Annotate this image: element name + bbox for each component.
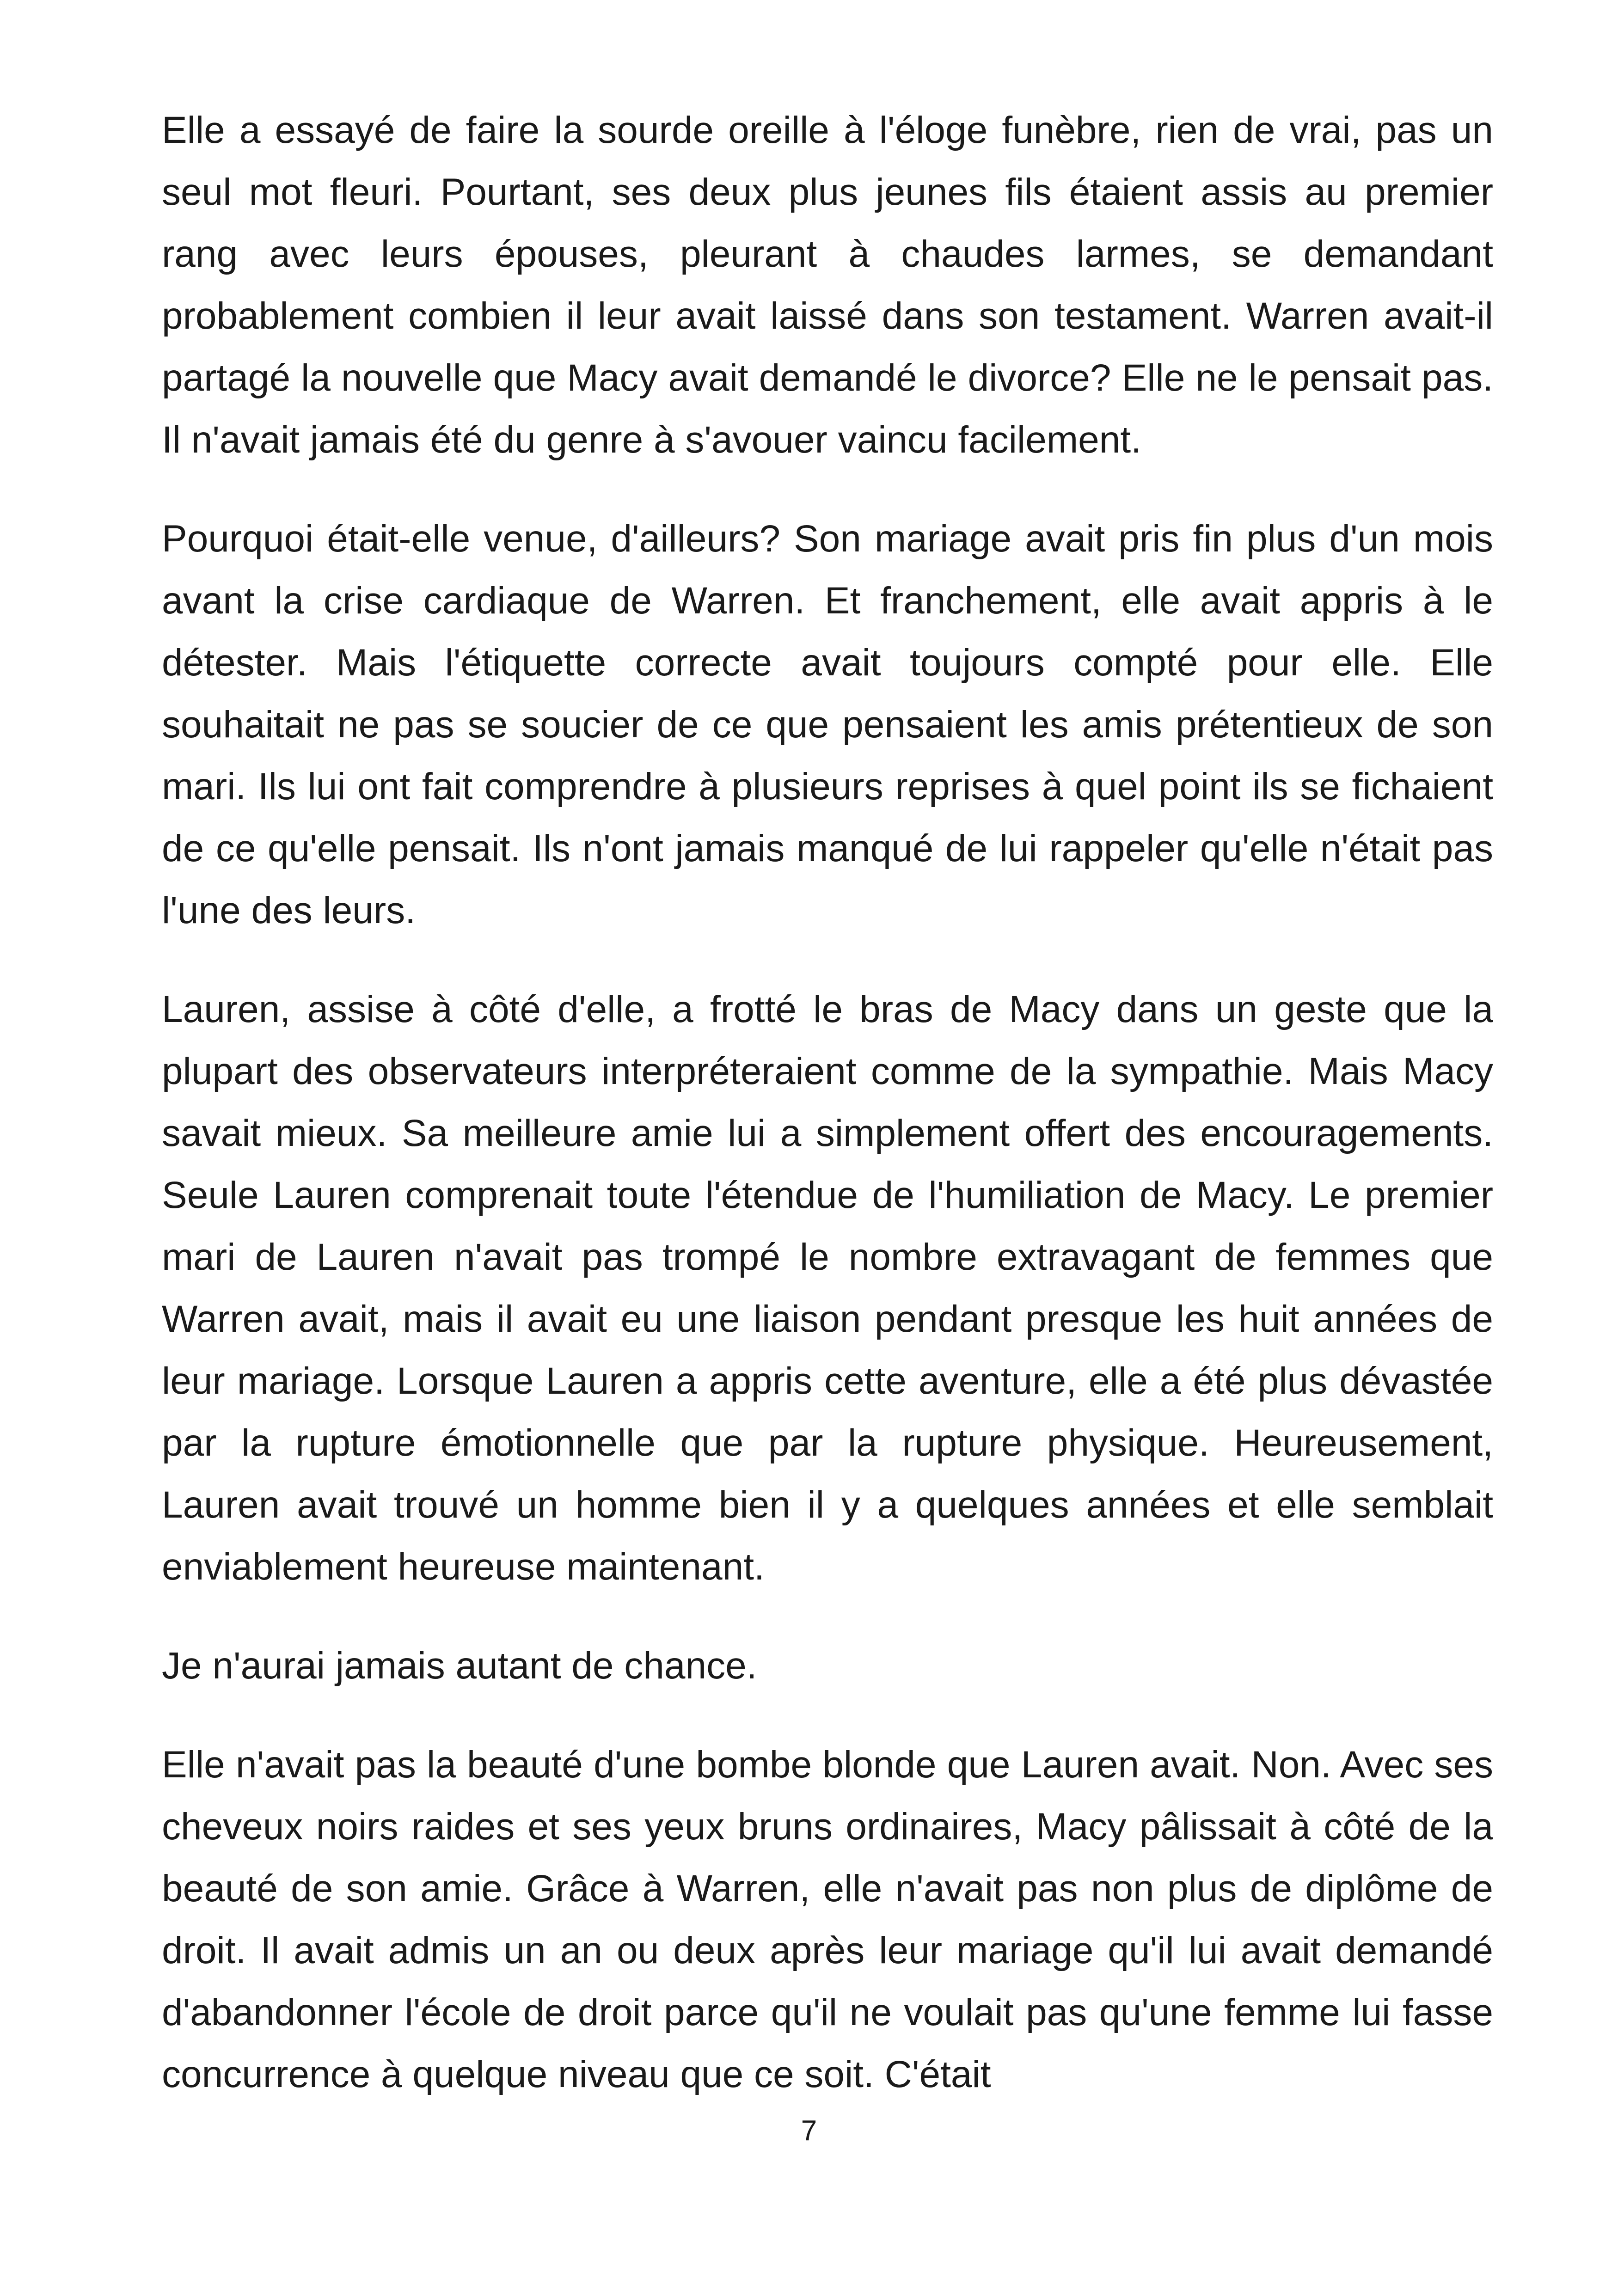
paragraph-why-she-came: Pourquoi était-elle venue, d'ailleurs? Son mariage avait pris fin plus d'un mois avant la crise cardiaque de Warren. Et franchement, elle avait appris à le détester. Mais l'étiquette correcte avait toujours compté pour elle. Elle souhaitait ne pas se soucier de ce que pensaient les amis prétentieux de son mari. Ils lui ont fait comprendre à plusieurs reprises à quel point ils se fichaient de ce qu'elle pensait. Ils n'ont jamais manqué de lui rappeler qu'elle n'était pas l'une des leurs.	[162, 518, 1493, 931]
page-number: 7	[801, 2115, 817, 2147]
paragraph-lauren: Lauren, assise à côté d'elle, a frotté le bras de Macy dans un geste que la plupart des observateurs interpréteraient comme de la sympathie. Mais Macy savait mieux. Sa meilleure amie lui a simplement offert des encouragements. Seule Lauren comprenait toute l'étendue de l'humiliation de Macy. Le premier mari de Lauren n'avait pas trompé le nombre extravagant de femmes que Warren avait, mais il avait eu une liaison pendant presque les huit années de leur mariage. Lorsque Lauren a appris cette aventure, elle a été plus dévastée par la rupture émotionnelle que par la rupture physique. Heureusement, Lauren avait trouvé un homme bien il y a quelques années et elle semblait enviablement heureuse maintenant.	[162, 988, 1493, 1588]
paragraph-eulogy: Elle a essayé de faire la sourde oreille à l'éloge funèbre, rien de vrai, pas un seul mot fleuri. Pourtant, ses deux plus jeunes fils étaient assis au premier rang avec leurs épouses, pleurant à chaudes larmes, se demandant probablement combien il leur avait laissé dans son testament. Warren avait-il partagé la nouvelle que Macy avait demandé le divorce? Elle ne le pensait pas. Il n'avait jamais été du genre à s'avouer vaincu facilement.	[162, 109, 1493, 461]
paragraph-never-lucky: Je n'aurai jamais autant de chance.	[162, 1645, 757, 1687]
paragraph-beauty: Elle n'avait pas la beauté d'une bombe blonde que Lauren avait. Non. Avec ses cheveux noirs raides et ses yeux bruns ordinaires, Macy pâlissait à côté de la beauté de son amie. Grâce à Warren, elle n'avait pas non plus de diplôme de droit. Il avait admis un an ou deux après leur mariage qu'il lui avait demandé d'abandonner l'école de droit parce qu'il ne voulait pas qu'une femme lui fasse concurrence à quelque niveau que ce soit. C'était	[162, 1744, 1493, 2095]
body-text	[162, 99, 1493, 2106]
